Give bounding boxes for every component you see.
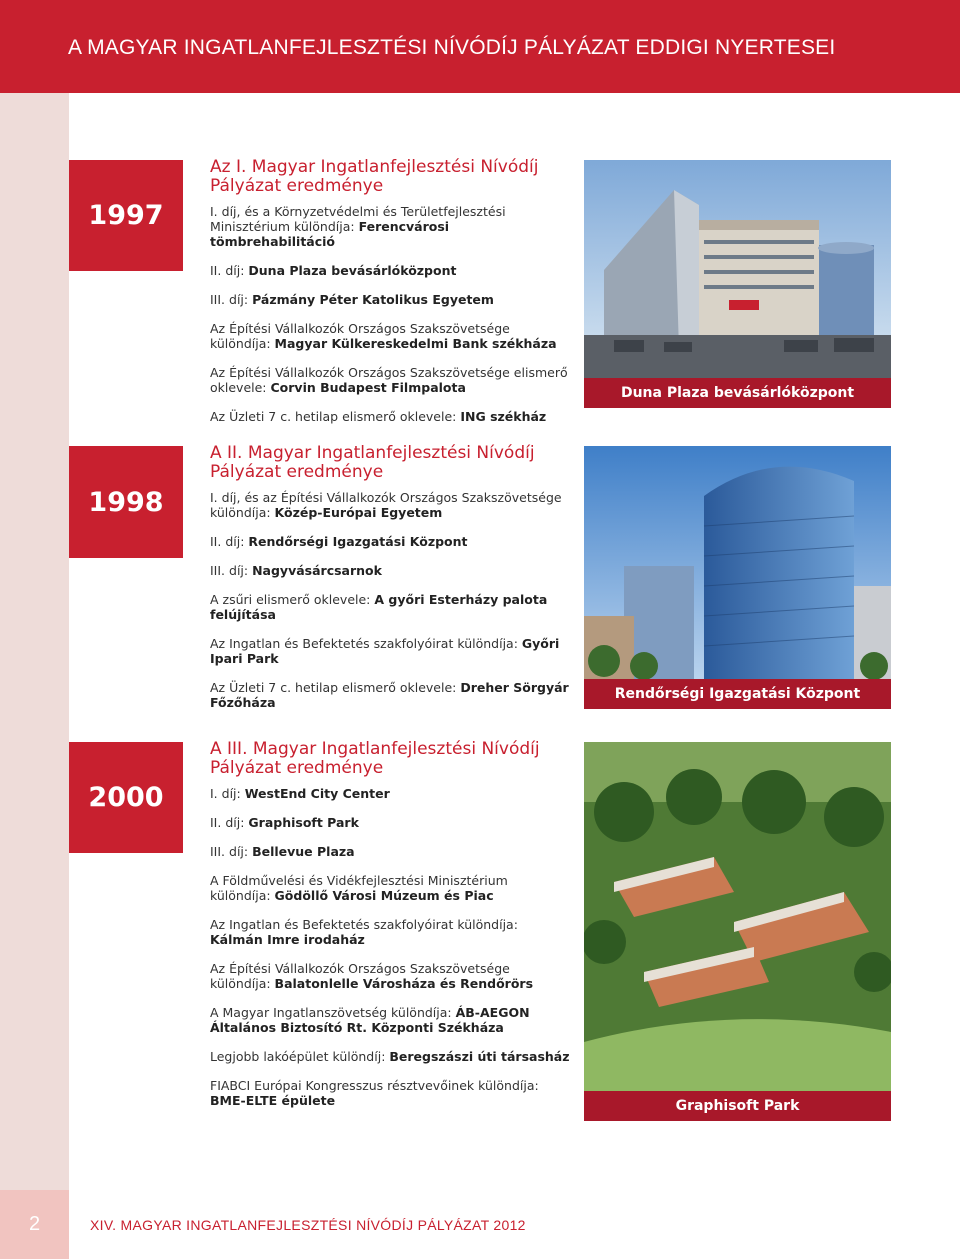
page-title: A MAGYAR INGATLANFEJLESZTÉSI NÍVÓDÍJ PÁLYÁZAT EDDIGI NYERTESEI: [68, 36, 836, 59]
year-badge-2000: 2000: [69, 742, 183, 853]
award-item: Az Üzleti 7 c. hetilap elismerő oklevele: Dreher Sörgyár Főzőháza: [210, 680, 569, 710]
award-item: I. díj, és az Építési Vállalkozók Országos Szakszövetsége különdíja: Közép-Európai Egyetem: [210, 490, 562, 520]
photo-graphisoft-park: [584, 742, 891, 1091]
award-item: Az Építési Vállalkozók Országos Szakszövetsége különdíja: Magyar Külkereskedelmi Bank székháza: [210, 321, 557, 351]
award-item: III. díj: Nagyvásárcsarnok: [210, 563, 382, 578]
section-title: Az I. Magyar Ingatlanfejlesztési Nívódíj Pályázat eredménye: [210, 157, 539, 196]
award-item: I. díj, és a Környzetvédelmi és Területfejlesztési Minisztérium különdíja: Ferencvárosi tömbrehabilitáció: [210, 204, 506, 249]
footer-text: XIV. MAGYAR INGATLANFEJLESZTÉSI NÍVÓDÍJ PÁLYÁZAT 2012: [90, 1217, 526, 1233]
award-item: Az Ingatlan és Befektetés szakfolyóirat különdíja: Kálmán Imre irodaház: [210, 917, 518, 947]
section-1998: [210, 444, 570, 724]
award-item: II. díj: Duna Plaza bevásárlóközpont: [210, 263, 457, 278]
award-item: Az Ingatlan és Befektetés szakfolyóirat különdíja: Győri Ipari Park: [210, 636, 560, 666]
award-item: A zsűri elismerő oklevele: A győri Esterházy palota felújítása: [210, 592, 548, 622]
photo-rendorsegi-kozpont: [584, 446, 891, 679]
photo-caption: Graphisoft Park: [584, 1091, 891, 1121]
photo-caption: Rendőrségi Igazgatási Központ: [584, 679, 891, 709]
year-badge-1997: 1997: [69, 160, 183, 271]
year-badge-1998: 1998: [69, 446, 183, 558]
left-stripe: [0, 93, 69, 1190]
page-header: [0, 0, 960, 93]
page-number: 2: [0, 1190, 69, 1259]
award-item: II. díj: Graphisoft Park: [210, 815, 359, 830]
award-item: I. díj: WestEnd City Center: [210, 786, 390, 801]
section-2000: [210, 740, 570, 1122]
award-item: A Földművelési és Vidékfejlesztési Minisztérium különdíja: Gödöllő Városi Múzeum és Piac: [210, 873, 508, 903]
award-item: Az Üzleti 7 c. hetilap elismerő oklevele: ING székház: [210, 409, 547, 424]
section-title: A III. Magyar Ingatlanfejlesztési Nívódíj Pályázat eredménye: [210, 739, 540, 778]
award-item: A Magyar Ingatlanszövetség különdíja: ÁB-AEGON Általános Biztosító Rt. Központi Székháza: [210, 1005, 530, 1035]
award-item: III. díj: Pázmány Péter Katolikus Egyetem: [210, 292, 494, 307]
photo-caption: Duna Plaza bevásárlóközpont: [584, 378, 891, 408]
section-1997: [210, 158, 570, 438]
award-item: FIABCI Európai Kongresszus résztvevőinek különdíja: BME-ELTE épülete: [210, 1078, 539, 1108]
award-item: Az Építési Vállalkozók Országos Szakszövetsége elismerő oklevele: Corvin Budapest Filmpalota: [210, 365, 568, 395]
section-title: A II. Magyar Ingatlanfejlesztési Nívódíj Pályázat eredménye: [210, 443, 535, 482]
award-item: Legjobb lakóépület különdíj: Beregszászi úti társasház: [210, 1049, 570, 1064]
award-item: III. díj: Bellevue Plaza: [210, 844, 355, 859]
award-item: II. díj: Rendőrségi Igazgatási Központ: [210, 534, 468, 549]
photo-duna-plaza: [584, 160, 891, 378]
award-item: Az Építési Vállalkozók Országos Szakszövetsége különdíja: Balatonlelle Városháza és Rendőrörs: [210, 961, 534, 991]
